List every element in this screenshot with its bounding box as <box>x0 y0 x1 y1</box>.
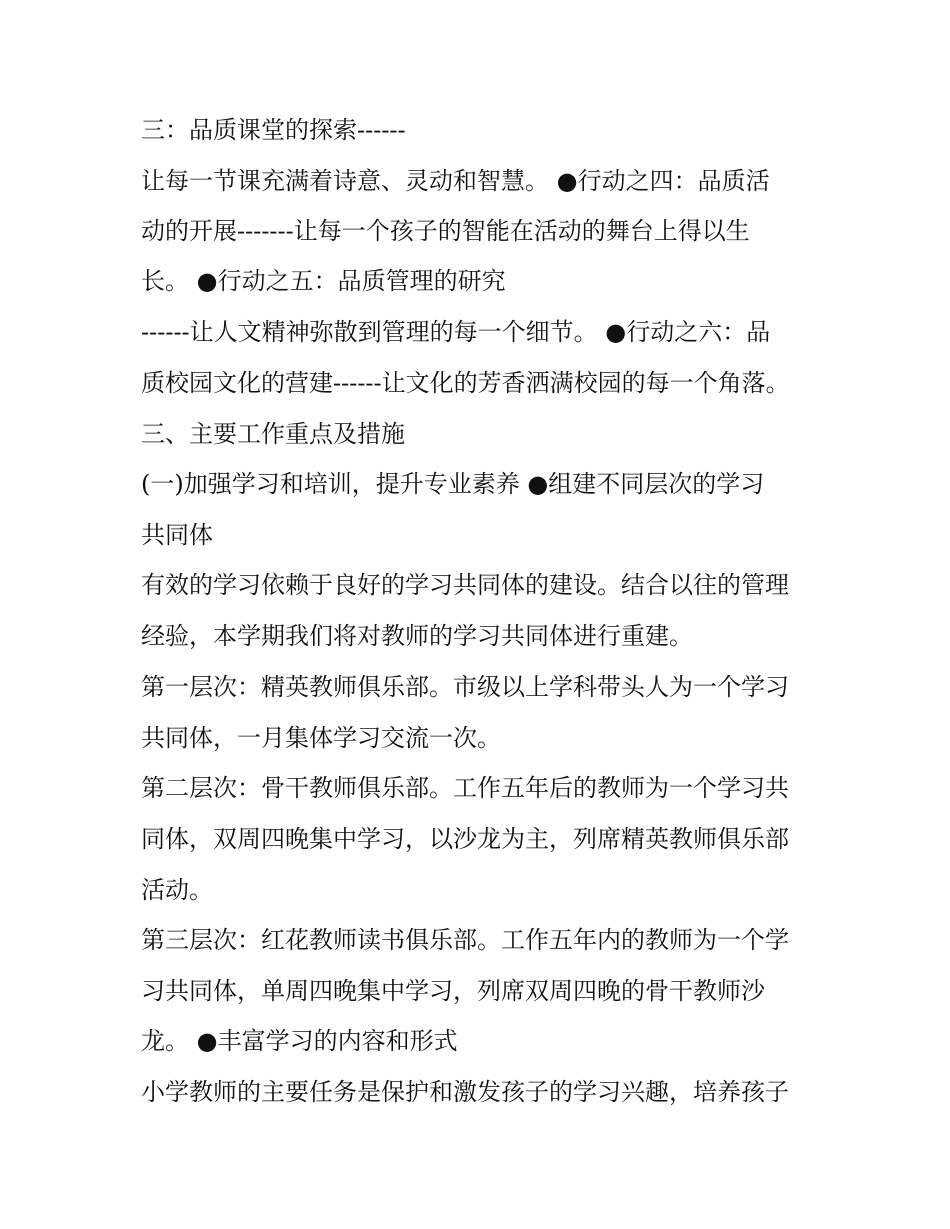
subsection-heading: (一)加强学习和培训，提升专业素养 ●组建不同层次的学习 <box>141 470 765 498</box>
text-line: 习共同体，单周四晚集中学习，列席双周四晚的骨干教师沙 <box>141 977 765 1005</box>
text-line: 共同体，一月集体学习交流一次。 <box>141 724 501 752</box>
text-line: 共同体 <box>141 521 213 549</box>
text-line: 活动。 <box>141 876 213 904</box>
text-line: 三：品质课堂的探索------ <box>141 116 406 144</box>
text-line: 同体，双周四晚集中学习，以沙龙为主，列席精英教师俱乐部 <box>141 825 789 853</box>
text-line: ------让人文精神弥散到管理的每一个细节。 ●行动之六：品 <box>141 318 771 346</box>
section-heading: 三、主要工作重点及措施 <box>141 420 405 448</box>
text-line: 小学教师的主要任务是保护和激发孩子的学习兴趣，培养孩子 <box>141 1078 789 1106</box>
text-line: 经验，本学期我们将对教师的学习共同体进行重建。 <box>141 622 693 650</box>
text-line: 动的开展-------让每一个孩子的智能在活动的舞台上得以生 <box>141 217 750 245</box>
text-line: 龙。 ●丰富学习的内容和形式 <box>141 1027 458 1055</box>
text-line: 长。 ●行动之五：品质管理的研究 <box>141 267 506 295</box>
text-line: 让每一节课充满着诗意、灵动和智慧。 ●行动之四：品质活 <box>141 167 770 195</box>
text-line: 第二层次：骨干教师俱乐部。工作五年后的教师为一个学习共 <box>141 774 789 802</box>
text-line: 第一层次：精英教师俱乐部。市级以上学科带头人为一个学习 <box>141 673 789 701</box>
text-line: 质校园文化的营建------让文化的芳香洒满校园的每一个角落。 <box>141 369 790 397</box>
text-line: 有效的学习依赖于良好的学习共同体的建设。结合以往的管理 <box>141 571 789 599</box>
text-line: 第三层次：红花教师读书俱乐部。工作五年内的教师为一个学 <box>141 926 789 954</box>
